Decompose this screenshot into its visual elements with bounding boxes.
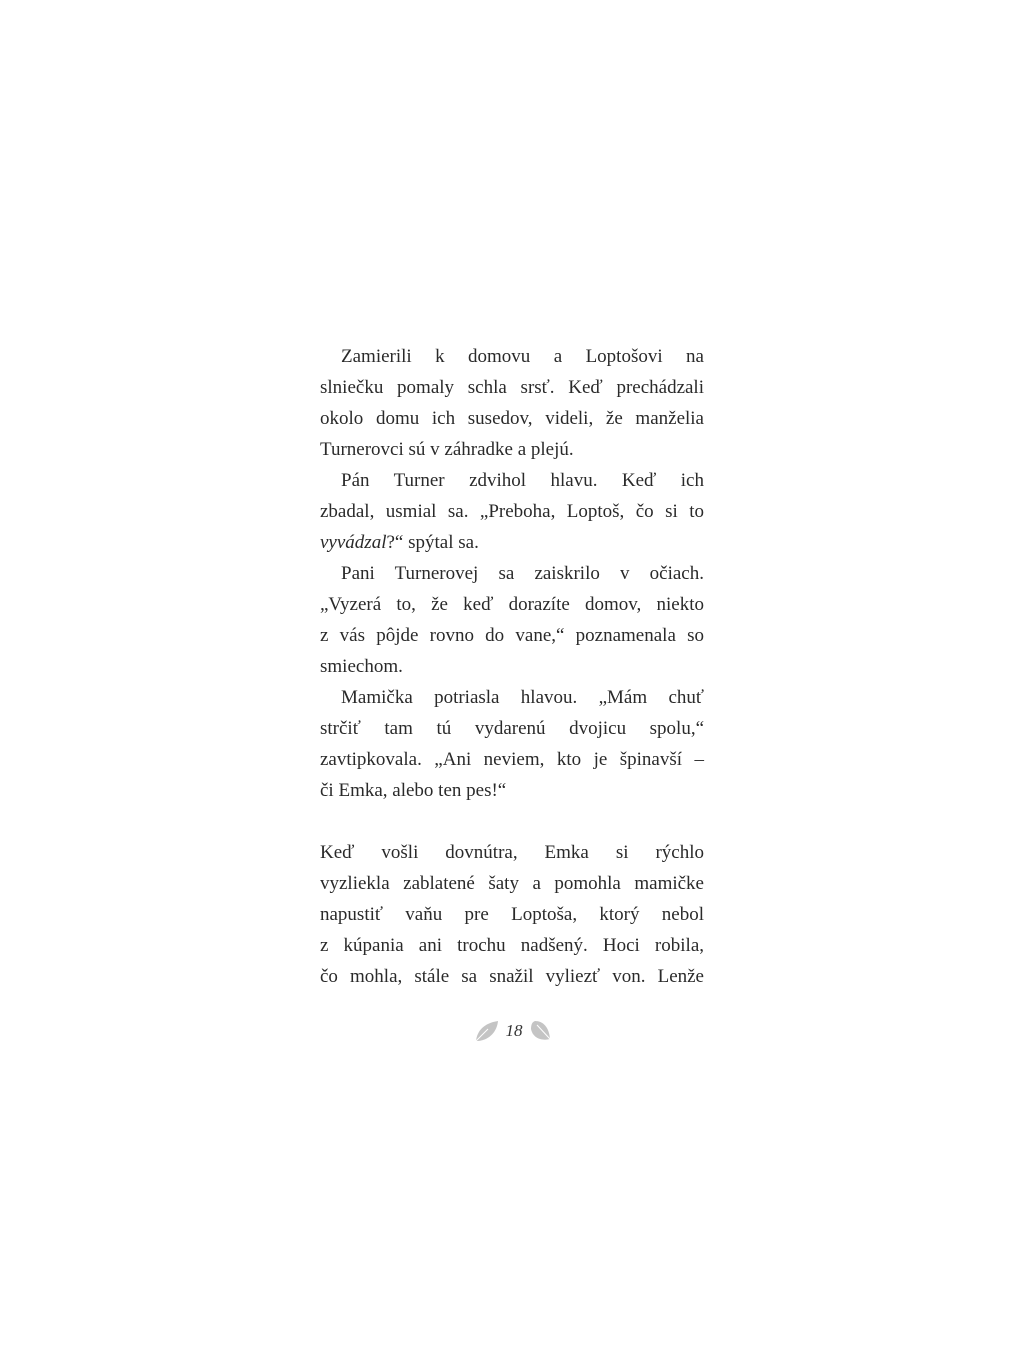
text-line (320, 527, 704, 558)
text-line: Mamička potriasla hlavou. „Mám chuť (341, 687, 704, 708)
paragraph (320, 558, 704, 682)
text-line: z kúpania ani trochu nadšený. Hoci robila, (320, 935, 704, 956)
text-line: okolo domu ich susedov, videli, že manželia (320, 408, 704, 429)
italic-word: vyvádzal (320, 532, 387, 553)
text-line: Zamierili k domovu a Loptošovi na (341, 346, 704, 367)
text-line: Keď vošli dovnútra, Emka si rýchlo (320, 842, 704, 863)
leaf-right-icon (529, 1019, 551, 1043)
section-break (320, 806, 704, 837)
text-line: čo mohla, stále sa snažil vyliezť von. Lenže (320, 966, 704, 987)
leaf-left-icon (474, 1019, 500, 1043)
text-fragment: ?“ spýtal sa. (386, 532, 479, 553)
page-footer (0, 1016, 1024, 1046)
paragraph (320, 682, 704, 806)
text-line: smiechom. (320, 656, 403, 677)
paragraph (320, 465, 704, 558)
text-line: slniečku pomaly schla srsť. Keď prechádzali (320, 377, 704, 398)
text-line: zbadal, usmial sa. „Preboha, Loptoš, čo si to (320, 501, 704, 522)
text-line: z vás pôjde rovno do vane,“ poznamenala so (320, 625, 704, 646)
text-line: Pán Turner zdvihol hlavu. Keď ich (341, 470, 704, 491)
text-line: či Emka, alebo ten pes!“ (320, 780, 507, 801)
text-line: napustiť vaňu pre Loptoša, ktorý nebol (320, 904, 704, 925)
text-line: Pani Turnerovej sa zaiskrilo v očiach. (341, 563, 704, 584)
paragraph (320, 837, 704, 992)
text-line: zavtipkovala. „Ani neviem, kto je špinavší – (320, 749, 704, 770)
page-number: 18 (505, 1021, 523, 1040)
text-line: strčiť tam tú vydarenú dvojicu spolu,“ (320, 718, 704, 739)
body-text (320, 341, 704, 992)
text-line: „Vyzerá to, že keď dorazíte domov, niekto (320, 594, 704, 615)
paragraph (320, 341, 704, 465)
text-line: vyzliekla zablatené šaty a pomohla mamičke (320, 873, 704, 894)
text-line: Turnerovci sú v záhradke a plejú. (320, 439, 574, 460)
